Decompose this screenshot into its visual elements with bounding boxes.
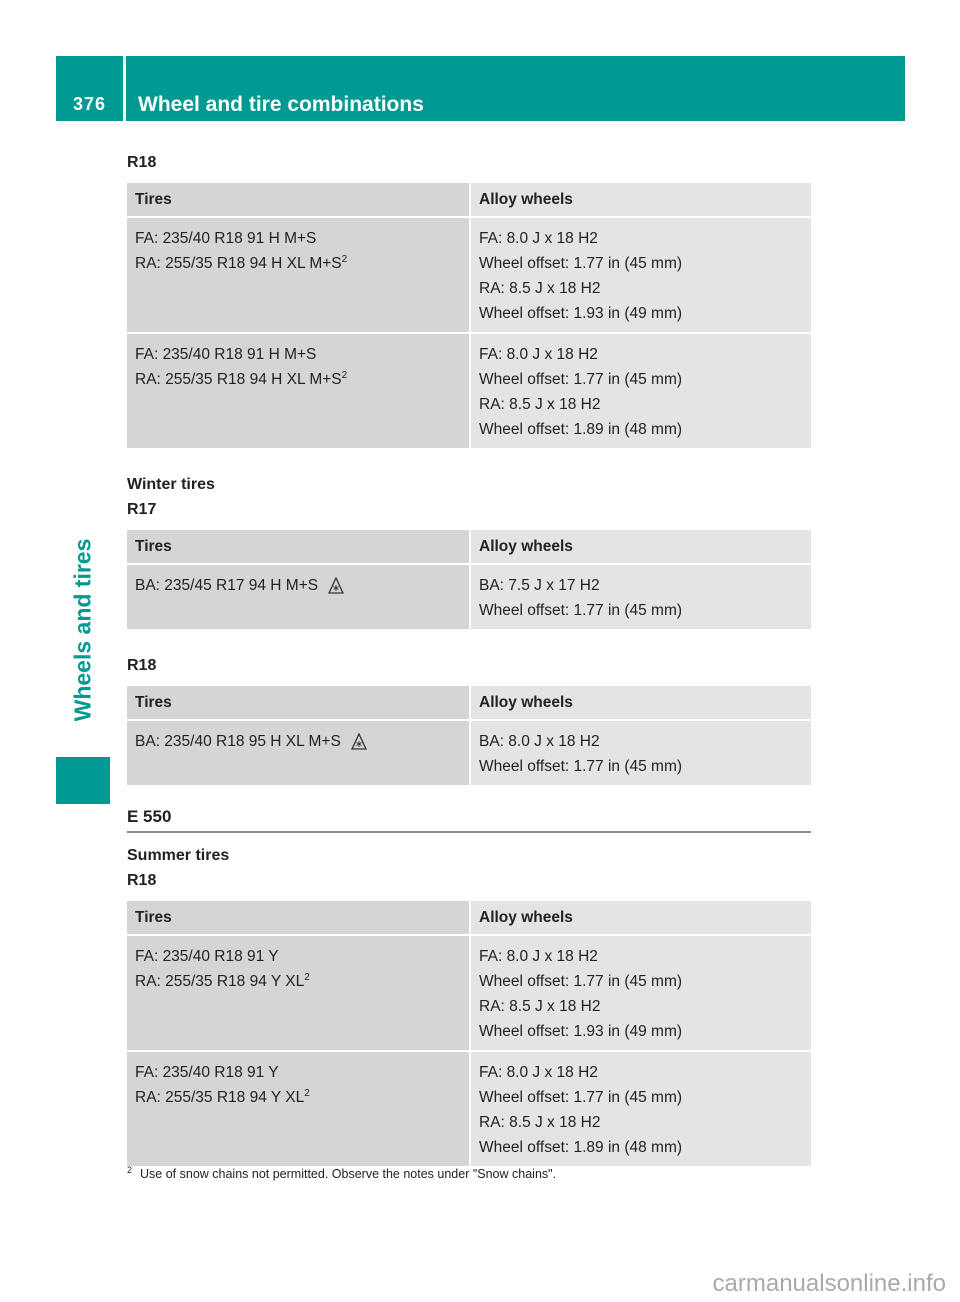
tires-cell [127,334,471,448]
wheel-offset: Wheel offset: 1.77 in (45 mm) [479,973,683,990]
wheel-offset: Wheel offset: 1.77 in (45 mm) [479,255,683,272]
tire-spec-line [135,367,461,392]
table-header-row [127,901,811,936]
tire-spec: FA: 235/40 R18 91 H M+S [135,346,317,363]
size-label: R18 [127,872,157,889]
wheel-spec: BA: 7.5 J x 17 H2 [479,577,600,594]
tires-cell [127,218,471,334]
column-header-wheels: Alloy wheels [471,901,811,936]
tire-table [127,530,811,629]
tire-spec-line [135,573,461,602]
tire-spec: RA: 255/35 R18 94 Y XL [135,973,305,990]
table-row [127,936,811,1052]
tire-spec: FA: 235/40 R18 91 H M+S [135,230,317,247]
footnote-number: 2 [127,1164,133,1175]
tires-cell [127,565,471,629]
wheel-offset: Wheel offset: 1.77 in (45 mm) [479,758,683,775]
snowflake-mountain-icon [351,733,367,758]
table-header-row [127,183,811,218]
content [127,150,811,1166]
group-label: Summer tires [127,847,230,864]
wheels-cell [471,936,811,1052]
tire-table [127,901,811,1166]
tire-spec: BA: 235/45 R17 94 H M+S [135,577,319,594]
table-header-row [127,530,811,565]
footnote-ref: 2 [304,971,310,983]
section-heading: E 550 [127,807,811,833]
wheels-cell [471,721,811,785]
table-row [127,218,811,334]
wheel-offset: Wheel offset: 1.77 in (45 mm) [479,1089,683,1106]
tire-spec: FA: 235/40 R18 91 Y [135,1064,279,1081]
column-header-wheels: Alloy wheels [471,183,811,218]
wheel-spec: RA: 8.5 J x 18 H2 [479,1114,601,1131]
wheel-spec: FA: 8.0 J x 18 H2 [479,948,598,965]
wheel-spec: FA: 8.0 J x 18 H2 [479,1064,598,1081]
table-row [127,1052,811,1166]
footnote-ref: 2 [304,1087,310,1099]
tire-spec: RA: 255/35 R18 94 H XL M+S [135,255,342,272]
column-header-tires: Tires [127,530,471,565]
table-row [127,565,811,629]
footnote-ref: 2 [341,369,348,381]
table-row [127,334,811,448]
wheel-offset: Wheel offset: 1.89 in (48 mm) [479,421,683,438]
footnote [127,1164,557,1181]
page-number: 376 [56,56,126,121]
column-header-tires: Tires [127,183,471,218]
tires-cell [127,721,471,785]
wheel-offset: Wheel offset: 1.77 in (45 mm) [479,371,683,388]
tire-spec-line [135,969,461,994]
tire-spec-line [135,251,461,276]
wheel-spec: RA: 8.5 J x 18 H2 [479,280,601,297]
wheel-spec: RA: 8.5 J x 18 H2 [479,998,601,1015]
tire-spec: BA: 235/40 R18 95 H XL M+S [135,733,341,750]
column-header-tires: Tires [127,686,471,721]
group-label: Winter tires [127,476,215,493]
footnote-text: Use of snow chains not permitted. Observe the notes under "Snow chains". [140,1167,557,1181]
tire-spec: FA: 235/40 R18 91 Y [135,948,279,965]
tires-cell [127,1052,471,1166]
side-tab-label: Wheels and tires [69,538,96,722]
wheel-offset: Wheel offset: 1.77 in (45 mm) [479,602,683,619]
wheel-offset: Wheel offset: 1.89 in (48 mm) [479,1139,683,1156]
wheels-cell [471,334,811,448]
column-header-tires: Tires [127,901,471,936]
snowflake-mountain-icon [328,577,344,602]
side-tab-marker [56,757,110,804]
wheel-spec: FA: 8.0 J x 18 H2 [479,230,598,247]
wheel-offset: Wheel offset: 1.93 in (49 mm) [479,1023,683,1040]
side-tab [56,500,110,760]
tire-spec: RA: 255/35 R18 94 Y XL [135,1089,305,1106]
column-header-wheels: Alloy wheels [471,686,811,721]
table-header-row [127,686,811,721]
page-title: Wheel and tire combinations [138,93,424,116]
size-label: R18 [127,154,157,171]
wheel-spec: RA: 8.5 J x 18 H2 [479,396,601,413]
tire-table [127,686,811,785]
wheels-cell [471,565,811,629]
wheels-cell [471,1052,811,1166]
tire-spec: RA: 255/35 R18 94 H XL M+S [135,371,342,388]
size-label: R17 [127,501,157,518]
size-label: R18 [127,657,157,674]
watermark: carmanualsonline.info [712,1270,946,1297]
wheel-offset: Wheel offset: 1.93 in (49 mm) [479,305,683,322]
column-header-wheels: Alloy wheels [471,530,811,565]
tire-spec-line [135,729,461,758]
table-row [127,721,811,785]
tires-cell [127,936,471,1052]
tire-spec-line [135,1085,461,1110]
wheels-cell [471,218,811,334]
header-bar [56,56,905,121]
tire-table [127,183,811,448]
wheel-spec: BA: 8.0 J x 18 H2 [479,733,600,750]
footnote-ref: 2 [341,253,348,265]
wheel-spec: FA: 8.0 J x 18 H2 [479,346,598,363]
